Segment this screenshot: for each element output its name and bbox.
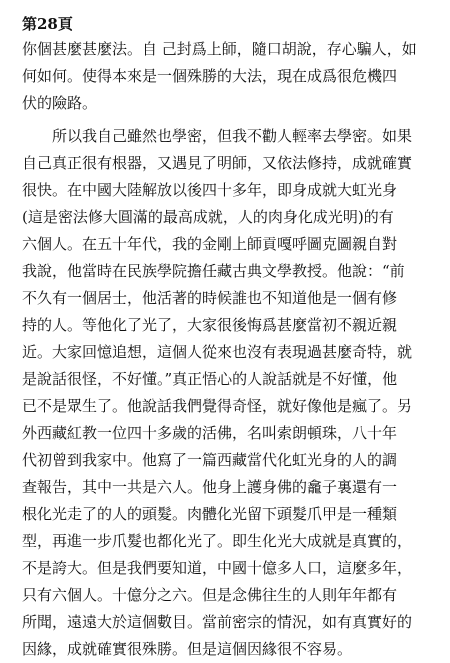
text-line: 自己真正很有根器，又遇見了明師，又依法修持，成就確實 (22, 154, 413, 172)
text-line: 六個人。在五十年代，我的金剛上師貢嘎呼圖克圖親自對 (22, 235, 398, 253)
text-line: 已不是眾生了。他說話我們覺得奇怪，就好像他是瘋了。另 (22, 397, 413, 415)
text-line: 我說，他當時在民族學院擔任藏古典文學教授。他說：“前 (22, 262, 405, 280)
page-number: 第28頁 (22, 15, 73, 33)
text-line: 查報告，其中一共是六人。他身上護身佛的龕子裏還有一 (22, 478, 398, 496)
text-line: 只有六個人。十億分之六。但是念佛往生的人則年年都有 (22, 586, 398, 604)
text-line: (這是密法修大圓滿的最高成就，人的肉身化成光明)的有 (22, 208, 394, 226)
text-line: 外西藏紅教一位四十多歲的活佛，名叫索朗頓珠，八十年 (22, 424, 398, 442)
text-line: 所聞，遠遠大於這個數目。當前密宗的情況，如有真實好的 (22, 613, 413, 631)
text-line: 所以我自己雖然也學密，但我不勸人輕率去學密。如果 (52, 127, 413, 145)
text-line: 不久有一個居士，他活著的時候誰也不知道他是一個有修 (22, 289, 398, 307)
text-line: 不是誇大。但是我們要知道，中國十億多人口，這麼多年， (22, 559, 413, 577)
text-line: 伏的險路。 (22, 94, 98, 112)
text-line: 根化光走了的人的頭髮。肉體化光留下頭髮爪甲是一種類 (22, 505, 398, 523)
text-line: 持的人。等他化了光了，大家很後悔爲甚麼當初不親近親 (22, 316, 398, 334)
text-line: 型，再進一步爪髮也都化光了。即生化光大成就是真實的， (22, 532, 413, 550)
paragraph-2 (22, 123, 430, 663)
text-line: 是說話很怪，不好懂。”真正悟心的人說話就是不好懂，他 (22, 370, 398, 388)
text-line: 代初曾到我家中。他寫了一篇西藏當代化虹光身的人的調 (22, 451, 398, 469)
text-line: 近。大家回憶追想，這個人從來也沒有表現過甚麼奇特，就 (22, 343, 413, 361)
text-line: 很快。在中國大陸解放以後四十多年，即身成就大虹光身 (22, 181, 398, 199)
text-line: 因緣，成就確實很殊勝。但是這個因緣很不容易。 (22, 640, 353, 658)
text-line: 何如何。使得本來是一個殊勝的大法，現在成爲很危機四 (22, 67, 398, 85)
paragraph-1 (22, 36, 430, 117)
text-line: 你個甚麼甚麼法。自 己封爲上師，隨口胡說，存心騙人，如 (22, 40, 417, 58)
